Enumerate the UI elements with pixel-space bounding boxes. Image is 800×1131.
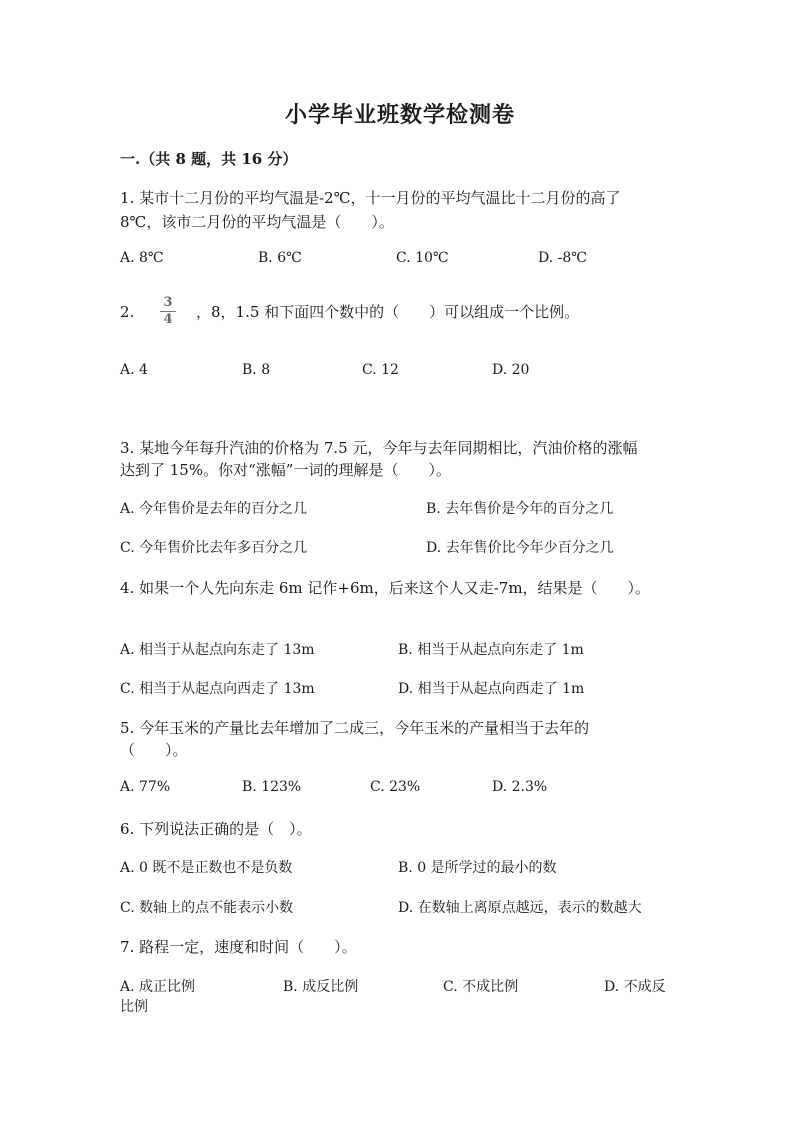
question-7-option-d: D. 不成反 xyxy=(604,979,666,995)
question-2-option-d: D. 20 xyxy=(492,362,530,378)
question-6-option-a: A. 0 既不是正数也不是负数 xyxy=(120,860,293,876)
fraction-numerator: 3 xyxy=(163,295,173,310)
question-5-option-d: D. 2.3% xyxy=(492,779,548,795)
question-5-option-c: C. 23% xyxy=(370,779,421,795)
question-7-line-1: 7. 路程一定，速度和时间（ ）。 xyxy=(120,938,357,956)
question-1-option-a: A. 8℃ xyxy=(120,250,164,266)
question-2-option-b: B. 8 xyxy=(242,362,271,378)
question-3-option-b: B. 去年售价是今年的百分之几 xyxy=(426,501,614,517)
question-4-option-d: D. 相当于从起点向西走了 1m xyxy=(398,681,585,697)
question-3-line-1: 3. 某地今年每升汽油的价格为 7.5 元，今年与去年同期相比，汽油价格的涨幅 xyxy=(120,439,638,457)
question-5-option-a: A. 77% xyxy=(120,779,171,795)
question-5-option-b: B. 123% xyxy=(242,779,302,795)
question-5-line-1: 5. 今年玉米的产量比去年增加了二成三，今年玉米的产量相当于去年的 xyxy=(120,719,590,737)
question-3-line-2: 达到了 15%。你对“涨幅”一词的理解是（ ）。 xyxy=(120,461,451,479)
question-2-number: 2. xyxy=(120,303,135,321)
question-3-option-d: D. 去年售价比今年少百分之几 xyxy=(426,540,614,556)
question-6-line-1: 6. 下列说法正确的是（ ）。 xyxy=(120,820,312,838)
question-7-option-c: C. 不成比例 xyxy=(443,979,519,995)
question-3-option-a: A. 今年售价是去年的百分之几 xyxy=(120,501,308,517)
question-7-option-d-wrap: 比例 xyxy=(120,999,148,1015)
question-1-line-1: 1. 某市十二月份的平均气温是-2℃，十一月份的平均气温比十二月份的高了 xyxy=(120,189,621,207)
question-5-line-2: （ ）。 xyxy=(120,741,188,759)
question-2-text: ，8，1.5 和下面四个数中的（ ）可以组成一个比例。 xyxy=(196,303,580,321)
question-1-line-2: 8℃，该市二月份的平均气温是（ ）。 xyxy=(120,213,394,231)
question-1-option-b: B. 6℃ xyxy=(258,250,302,266)
question-2-option-c: C. 12 xyxy=(362,362,399,378)
question-6-option-c: C. 数轴上的点不能表示小数 xyxy=(120,900,294,916)
question-2-option-a: A. 4 xyxy=(120,362,148,378)
question-7-option-a: A. 成正比例 xyxy=(120,979,196,995)
question-3-option-c: C. 今年售价比去年多百分之几 xyxy=(120,540,308,556)
question-4-option-b: B. 相当于从起点向东走了 1m xyxy=(398,642,584,658)
question-4-option-c: C. 相当于从起点向西走了 13m xyxy=(120,681,315,697)
fraction-three-quarters xyxy=(160,296,176,327)
question-7-option-b: B. 成反比例 xyxy=(283,979,359,995)
question-6-option-d: D. 在数轴上离原点越远，表示的数越大 xyxy=(398,900,642,916)
question-1-option-d: D. -8℃ xyxy=(538,250,587,266)
question-4-option-a: A. 相当于从起点向东走了 13m xyxy=(120,642,315,658)
fraction-denominator: 4 xyxy=(163,312,173,327)
question-1-option-c: C. 10℃ xyxy=(396,250,449,266)
page-title: 小学毕业班数学检测卷 xyxy=(284,102,515,128)
section-heading: 一.（共 8 题，共 16 分） xyxy=(120,150,298,168)
question-4-line-1: 4. 如果一个人先向东走 6m 记作+6m，后来这个人又走-7m，结果是（ ）。 xyxy=(120,579,651,597)
question-6-option-b: B. 0 是所学过的最小的数 xyxy=(398,860,557,876)
